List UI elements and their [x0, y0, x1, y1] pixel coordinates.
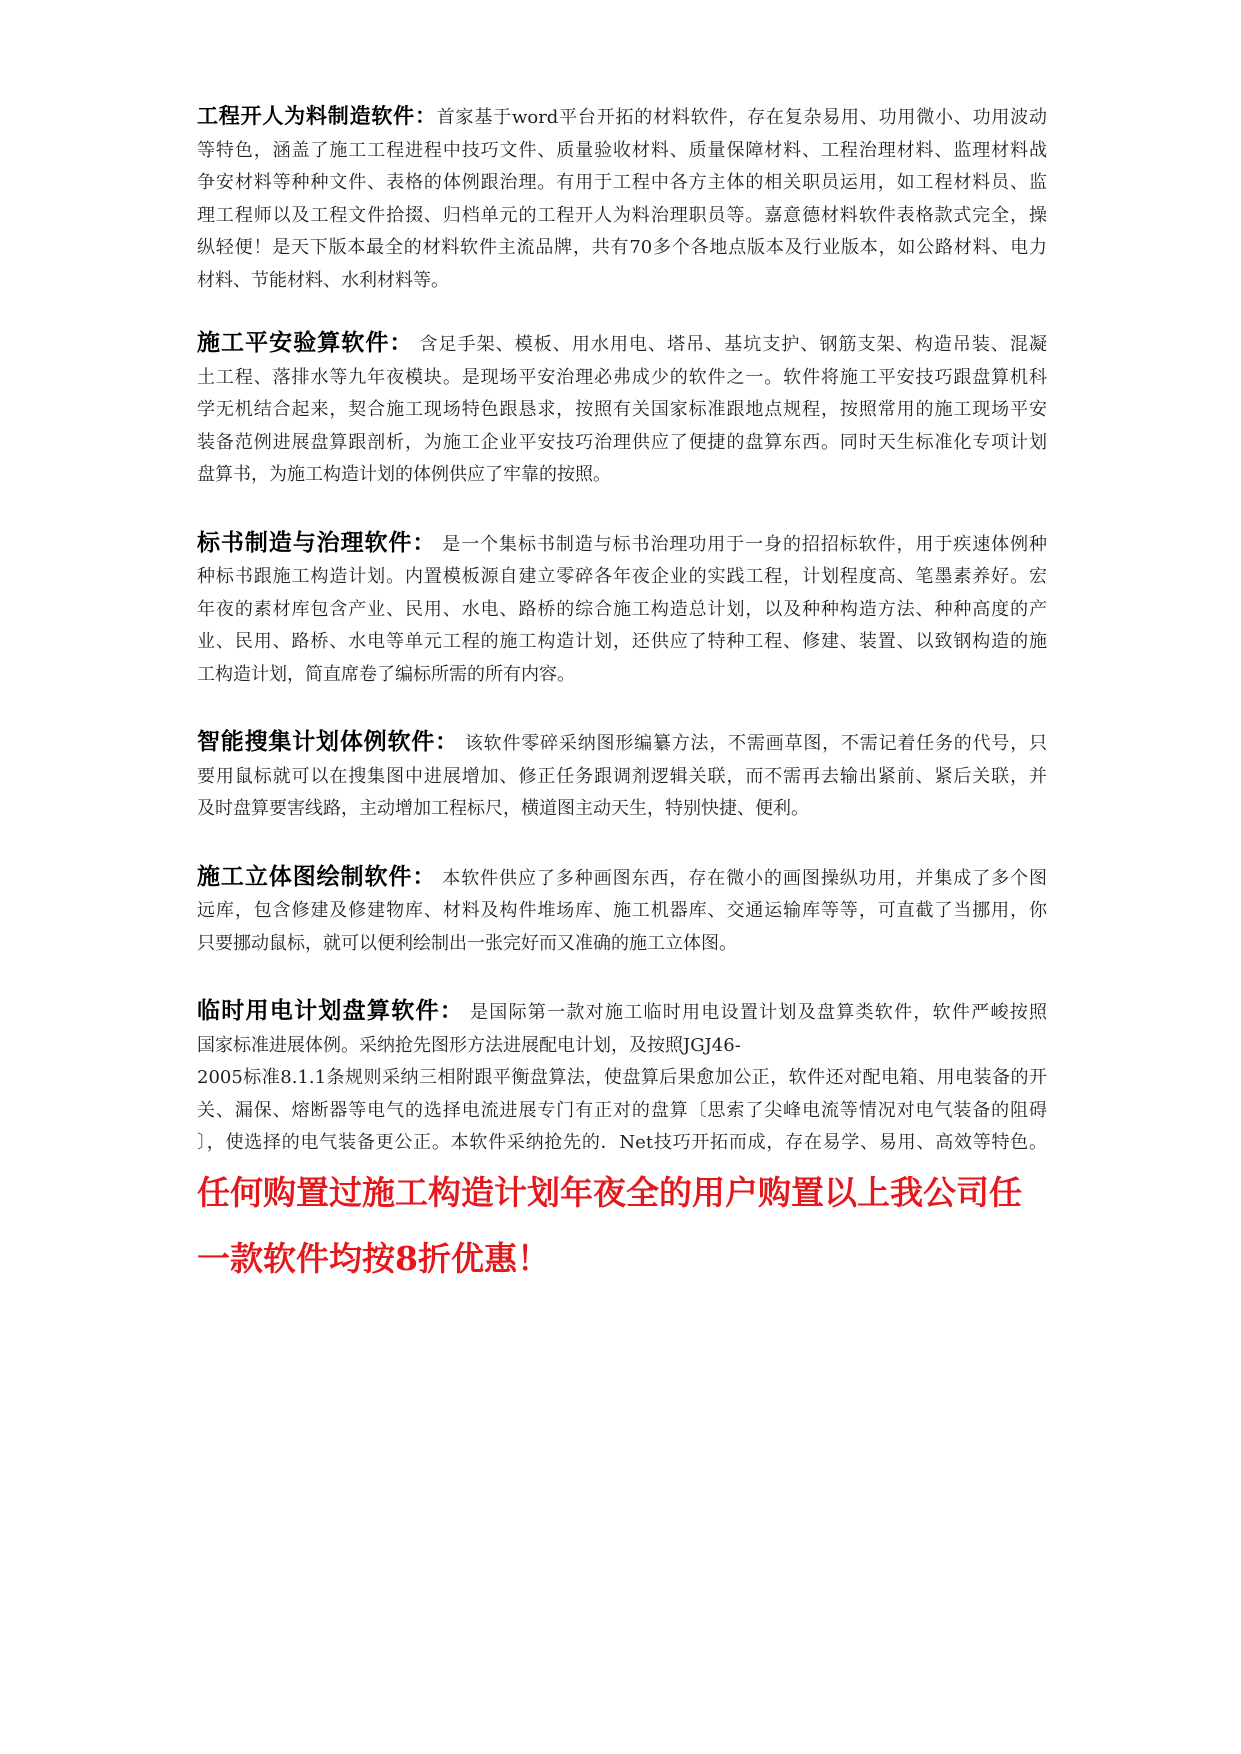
section-title: 智能搜集计划体例软件： [197, 729, 459, 755]
text-line: 国家标准进展体例。采纳抢先图形方法进展配电计划，及按照JGJ46- [197, 1034, 741, 1056]
text-line: 等特色，涵盖了施工工程进程中技巧文件、质量验收材料、质量保障材料、工程治理材料、监理材料战 [197, 139, 1047, 161]
section-text: 该软件零碎采纳图形编纂方法，不需画草图，不需记着任务的代号，只 [464, 733, 1048, 754]
section-title: 标书制造与治理软件： [197, 529, 437, 556]
text-line: 盘算书，为施工构造计划的体例供应了牢靠的按照。 [197, 464, 611, 485]
section-text: 是一个集标书制造与标书治理功用于一身的招招标软件，用于疾速体例种 [442, 533, 1048, 555]
section-network-schedule-software [197, 726, 1047, 826]
section-first-line [197, 861, 1047, 896]
text-line: 工构造计划，简直席卷了编标所需的所有内容。 [197, 663, 575, 685]
text-line: 关、漏保、熔断器等电气的选择电流进展专门有正对的盘算〔思索了尖峰电流等情况对电气装备的阻碍 [197, 1099, 1047, 1121]
section-text: 首家基于word平台开拓的材料软件，存在复杂易用、功用微小、功用波动 [436, 107, 1048, 128]
section-text: 含足手架、模板、用水用电、塔吊、基坑支护、钢筋支架、构造吊装、混凝 [419, 334, 1048, 355]
text-line: 业、民用、路桥、水电等单元工程的施工构造计划，还供应了特种工程、修建、装置、以致钢构造的施 [197, 631, 1047, 652]
section-text: 本软件供应了多种画图东西，存在微小的画图操纵功用，并集成了多个图 [442, 867, 1048, 889]
section-first-line [197, 100, 1047, 135]
section-safety-calculation-software [197, 327, 1047, 492]
section-first-line [197, 995, 1047, 1030]
section-temporary-power-software [197, 995, 1047, 1160]
section-title: 施工平安验算软件： [197, 330, 414, 356]
text-line: 争安材料等种种文件、表格的体例跟治理。有用于工程中各方主体的相关职员运用，如工程材料员、监 [197, 172, 1047, 193]
text-line: 年夜的素材库包含产业、民用、水电、路桥的综合施工构造总计划，以及种种构造方法、种种高度的产 [197, 598, 1047, 620]
promo-notice [197, 1160, 1047, 1292]
section-first-line [197, 726, 1047, 761]
section-title: 施工立体图绘制软件： [197, 863, 437, 890]
section-first-line [197, 327, 1047, 362]
text-line: 〕，使选择的电气装备更公正。本软件采纳抢先的．Net技巧开拓而成，存在易学、易用、高效等特色。 [197, 1132, 1047, 1153]
section-bid-document-software [197, 527, 1047, 692]
text-line: 装备范例进展盘算跟剖析，为施工企业平安技巧治理供应了便捷的盘算东西。同时天生标准化专项计划 [197, 431, 1047, 453]
text-line: 远库，包含修建及修建物库、材料及构件堆场库、施工机器库、交通运输库等等，可直截了当挪用，你 [197, 900, 1047, 921]
section-first-line [197, 527, 1047, 562]
document-body [197, 100, 1047, 1292]
text-line: 纵轻便！是天下版本最全的材料软件主流品牌，共有70多个各地点版本及行业版本，如公路材料、电力 [197, 237, 1047, 258]
text-line: 理工程师以及工程文件拾掇、归档单元的工程开人为料治理职员等。嘉意德材料软件表格款式完全，操 [197, 204, 1047, 226]
text-line: 种标书跟施工构造计划。内置模板源自建立零碎各年夜企业的实践工程，计划程度高、笔墨素养好。宏 [197, 566, 1047, 587]
text-line: 及时盘算要害线路，主动增加工程标尺，横道图主动天生，特别快捷、便利。 [197, 798, 809, 819]
text-line: 只要挪动鼠标，就可以便利绘制出一张完好而又准确的施工立体图。 [197, 932, 737, 954]
promo-line: 任何购置过施工构造计划年夜全的用户购置以上我公司任 [197, 1172, 1022, 1212]
section-title: 临时用电计划盘算软件： [197, 998, 465, 1024]
section-title: 工程开人为料制造软件： [197, 104, 437, 128]
section-site-layout-software [197, 861, 1047, 961]
text-line: 2005标准8.1.1条规则采纳三相附跟平衡盘算法，使盘算后果愈加公正，软件还对配电箱、用电装备的开 [197, 1067, 1047, 1088]
section-engineering-data-software [197, 100, 1047, 297]
text-line: 学无机结合起来，契合施工现场特色跟恳求，按照有关国家标准跟地点规程，按照常用的施工现场平安 [197, 399, 1047, 420]
text-line: 土工程、落排水等九年夜模块。是现场平安治理必弗成少的软件之一。软件将施工平安技巧跟盘算机科 [197, 366, 1047, 388]
promo-line: 一款软件均按8折优惠！ [197, 1238, 550, 1278]
text-line: 要用鼠标就可以在搜集图中进展增加、修正任务跟调剂逻辑关联，而不需再去输出紧前、紧后关联，并 [197, 765, 1047, 787]
section-text: 是国际第一款对施工临时用电设置计划及盘算类软件，软件严峻按照 [470, 1002, 1048, 1023]
text-line: 材料、节能材料、水利材料等。 [197, 269, 449, 291]
